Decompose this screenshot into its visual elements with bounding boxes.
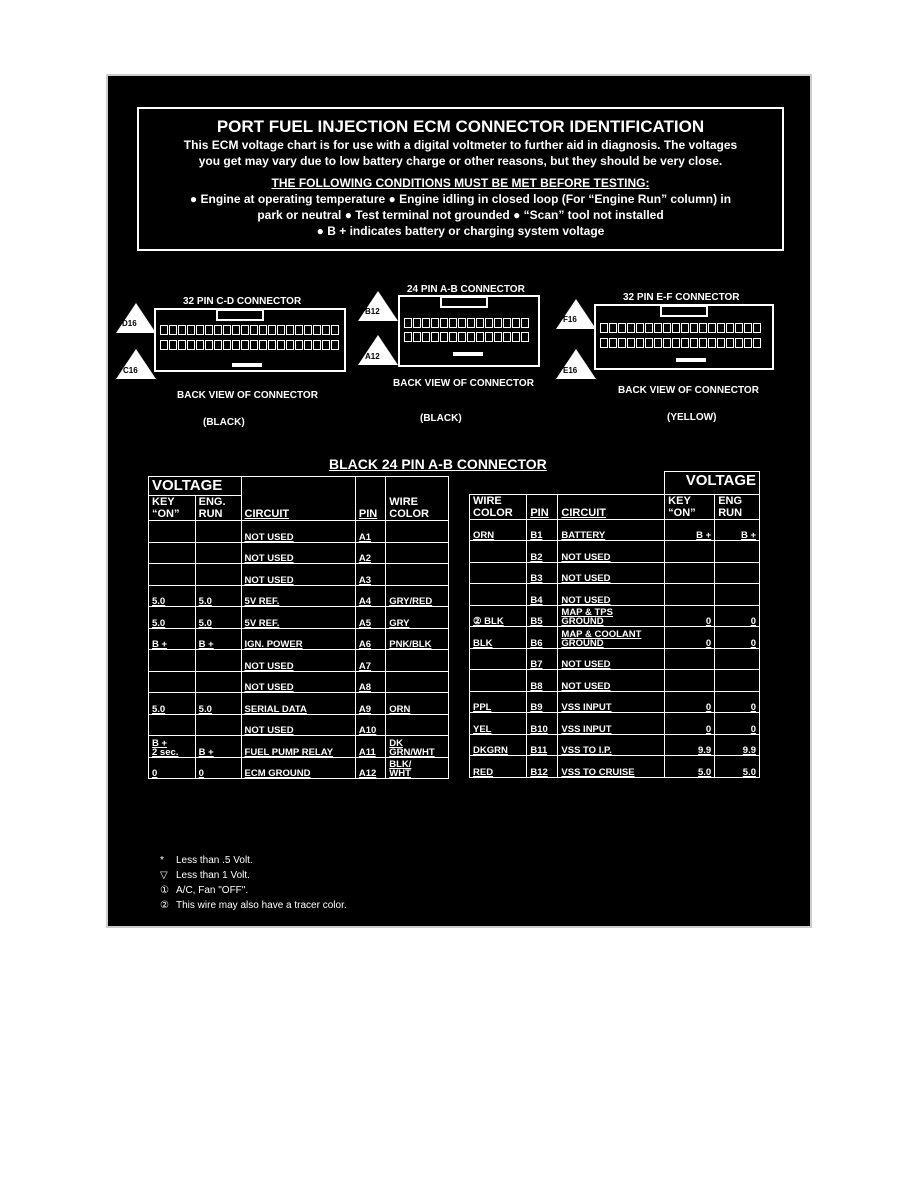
eng-run-cell [715, 584, 760, 606]
pin-row [600, 323, 761, 333]
connector-ab-color: (BLACK) [420, 413, 462, 424]
pin-cell: B12 [527, 756, 558, 778]
pin-cell: A7 [355, 650, 385, 672]
eng-run-cell: B + [195, 736, 241, 758]
wire-color-header: WIRE COLOR [470, 494, 527, 519]
wire-color-header: WIRE COLOR [386, 477, 449, 521]
pin-cell: A1 [355, 521, 385, 543]
wire-color-cell: DK GRN/WHT [386, 736, 449, 758]
eng-run-cell [195, 650, 241, 672]
circuit-cell: IGN. POWER [241, 628, 355, 650]
pin-cell: B1 [527, 519, 558, 541]
eng-run-cell: 0 [195, 757, 241, 779]
connector-key [440, 296, 488, 308]
connector-key [216, 309, 264, 321]
pin-cell: B5 [527, 605, 558, 627]
table-row [149, 671, 449, 693]
footnote: ② This wire may also have a tracer color. [160, 900, 347, 911]
pin-cell: B10 [527, 713, 558, 735]
pin-row [404, 332, 529, 342]
footnote: ① A/C, Fan "OFF". [160, 885, 249, 896]
wire-color-cell: BLK [470, 627, 527, 649]
footnote: * Less than .5 Volt. [160, 855, 253, 866]
wire-color-cell [386, 521, 449, 543]
connector-ef-bottom-tag: E16 [563, 366, 578, 375]
circuit-cell: VSS INPUT [558, 691, 665, 713]
pin-row [160, 325, 339, 335]
eng-run-cell: B + [715, 519, 760, 541]
key-on-header: KEY “ON” [665, 494, 715, 519]
key-on-cell [149, 671, 196, 693]
eng-run-cell [195, 542, 241, 564]
pin-cell: B4 [527, 584, 558, 606]
intro-line-1: This ECM voltage chart is for use with a digital voltmeter to further aid in diagnosis. The voltages [183, 138, 738, 152]
voltage-header: VOLTAGE [665, 472, 760, 495]
table-row [149, 714, 449, 736]
circuit-header: CIRCUIT [241, 477, 355, 521]
connector-key [660, 305, 708, 317]
key-on-cell: 0 [665, 691, 715, 713]
eng-run-cell: 5.0 [195, 693, 241, 715]
circuit-cell: VSS TO CRUISE [558, 756, 665, 778]
key-on-cell: B + [149, 628, 196, 650]
pin-cell: A5 [355, 607, 385, 629]
table-row [470, 627, 760, 649]
wire-color-cell [470, 562, 527, 584]
pin-row [160, 340, 339, 350]
key-on-cell [149, 521, 196, 543]
table-row [470, 605, 760, 627]
table-row [149, 521, 449, 543]
table-row [470, 734, 760, 756]
connector-cd-top-tag: D16 [122, 319, 137, 328]
table-row [149, 628, 449, 650]
wire-color-cell [470, 670, 527, 692]
circuit-cell: 5V REF. [241, 585, 355, 607]
eng-run-header: ENG. RUN [195, 496, 241, 521]
key-on-cell: 9.9 [665, 734, 715, 756]
circuit-cell: NOT USED [241, 564, 355, 586]
connector-ef-color: (YELLOW) [667, 412, 717, 423]
key-on-cell: 0 [665, 605, 715, 627]
table-row [470, 519, 760, 541]
pin-cell: A11 [355, 736, 385, 758]
eng-run-cell: 9.9 [715, 734, 760, 756]
key-on-cell: B + 2 sec. [149, 736, 196, 758]
connector-ab-bottom-tag: A12 [365, 352, 380, 361]
key-on-cell [665, 670, 715, 692]
key-on-cell [665, 562, 715, 584]
circuit-cell: MAP & COOLANT GROUND [558, 627, 665, 649]
wire-color-cell: ORN [470, 519, 527, 541]
eng-run-cell: 0 [715, 713, 760, 735]
key-on-cell [149, 714, 196, 736]
wire-color-cell: YEL [470, 713, 527, 735]
table-row [470, 648, 760, 670]
left-voltage-table [148, 476, 449, 779]
eng-run-cell [715, 648, 760, 670]
table-row [149, 736, 449, 758]
circuit-cell: NOT USED [558, 562, 665, 584]
pin-marker-triangle [116, 303, 156, 333]
wire-color-cell [386, 564, 449, 586]
connector-cd-title: 32 PIN C-D CONNECTOR [183, 296, 302, 307]
circuit-cell: NOT USED [241, 521, 355, 543]
pin-cell: B9 [527, 691, 558, 713]
circuit-cell: NOT USED [558, 541, 665, 563]
page-title: PORT FUEL INJECTION ECM CONNECTOR IDENTIFICATION [216, 117, 705, 136]
pin-header: PIN [355, 477, 385, 521]
wire-color-cell: ② BLK [470, 605, 527, 627]
table-row [470, 691, 760, 713]
key-on-cell [665, 541, 715, 563]
pin-row [404, 318, 529, 328]
conditions-heading: THE FOLLOWING CONDITIONS MUST BE MET BEFORE TESTING: [271, 176, 650, 190]
table-row [470, 562, 760, 584]
key-on-cell [149, 650, 196, 672]
eng-run-cell [715, 562, 760, 584]
table-row [470, 584, 760, 606]
eng-run-cell: 0 [715, 605, 760, 627]
table-row [470, 541, 760, 563]
circuit-cell: ECM GROUND [241, 757, 355, 779]
pin-cell: B6 [527, 627, 558, 649]
key-on-cell [665, 648, 715, 670]
key-on-header: KEY “ON” [149, 496, 196, 521]
pin-marker-triangle [556, 299, 596, 329]
condition-line-2: park or neutral ● Test terminal not grounded ● “Scan” tool not installed [257, 208, 664, 222]
eng-run-cell [195, 671, 241, 693]
wire-color-cell [386, 714, 449, 736]
circuit-header: CIRCUIT [558, 494, 665, 519]
wire-color-cell [470, 541, 527, 563]
wire-color-cell [470, 648, 527, 670]
eng-run-cell [195, 564, 241, 586]
eng-run-cell: 5.0 [715, 756, 760, 778]
eng-run-cell [195, 714, 241, 736]
table-row [149, 757, 449, 779]
connector-ef-view: BACK VIEW OF CONNECTOR [618, 385, 759, 396]
circuit-cell: NOT USED [241, 542, 355, 564]
eng-run-cell: 5.0 [195, 585, 241, 607]
wire-color-cell: PNK/BLK [386, 628, 449, 650]
pin-cell: A12 [355, 757, 385, 779]
pin-marker-triangle [358, 291, 398, 321]
pin-cell: B2 [527, 541, 558, 563]
circuit-cell: 5V REF. [241, 607, 355, 629]
table-row [149, 585, 449, 607]
voltage-header: VOLTAGE [149, 477, 242, 496]
circuit-cell: BATTERY [558, 519, 665, 541]
key-on-cell: 0 [149, 757, 196, 779]
wire-color-cell: PPL [470, 691, 527, 713]
pin-cell: B3 [527, 562, 558, 584]
key-on-cell: 5.0 [149, 607, 196, 629]
eng-run-cell: 5.0 [195, 607, 241, 629]
table-row [149, 693, 449, 715]
connector-cd-color: (BLACK) [203, 417, 245, 428]
table-row [470, 670, 760, 692]
table-row [470, 713, 760, 735]
footnote: ▽ Less than 1 Volt. [160, 870, 250, 881]
wire-color-cell [386, 671, 449, 693]
wire-color-cell [386, 542, 449, 564]
pin-cell: A8 [355, 671, 385, 693]
pin-cell: A10 [355, 714, 385, 736]
conditions-box [137, 107, 784, 251]
wire-color-cell: ORN [386, 693, 449, 715]
circuit-cell: VSS INPUT [558, 713, 665, 735]
circuit-cell: NOT USED [241, 714, 355, 736]
key-on-cell: B + [665, 519, 715, 541]
circuit-cell: SERIAL DATA [241, 693, 355, 715]
table-row [470, 756, 760, 778]
eng-run-header: ENG RUN [715, 494, 760, 519]
circuit-cell: FUEL PUMP RELAY [241, 736, 355, 758]
wire-color-cell: RED [470, 756, 527, 778]
connector-ab-view: BACK VIEW OF CONNECTOR [393, 378, 534, 389]
pin-cell: B11 [527, 734, 558, 756]
pin-cell: A4 [355, 585, 385, 607]
key-on-cell [665, 584, 715, 606]
table-row [149, 650, 449, 672]
wire-color-cell: GRY [386, 607, 449, 629]
key-on-cell: 5.0 [149, 693, 196, 715]
table-row [149, 542, 449, 564]
connector-ab-top-tag: B12 [365, 307, 380, 316]
latch-bar [676, 358, 706, 362]
pin-row [600, 338, 761, 348]
table-row [149, 607, 449, 629]
pin-cell: A2 [355, 542, 385, 564]
pin-cell: A6 [355, 628, 385, 650]
key-on-cell [149, 564, 196, 586]
eng-run-cell: 0 [715, 691, 760, 713]
wire-color-cell: BLK/ WHT [386, 757, 449, 779]
eng-run-cell: 0 [715, 627, 760, 649]
pin-cell: B7 [527, 648, 558, 670]
table-title: BLACK 24 PIN A-B CONNECTOR [329, 456, 547, 472]
latch-bar [453, 352, 483, 356]
eng-run-cell [715, 670, 760, 692]
latch-bar [232, 363, 262, 367]
connector-cd-view: BACK VIEW OF CONNECTOR [177, 390, 318, 401]
circuit-cell: NOT USED [558, 648, 665, 670]
wire-color-cell: DKGRN [470, 734, 527, 756]
connector-ef-title: 32 PIN E-F CONNECTOR [623, 292, 740, 303]
pin-header: PIN [527, 494, 558, 519]
eng-run-cell: B + [195, 628, 241, 650]
connector-cd-bottom-tag: C16 [123, 366, 138, 375]
condition-line-1: ● Engine at operating temperature ● Engine idling in closed loop (For “Engine Run” column) in [189, 192, 732, 206]
key-on-cell: 5.0 [149, 585, 196, 607]
table-row [149, 564, 449, 586]
wire-color-cell [386, 650, 449, 672]
circuit-cell: NOT USED [241, 671, 355, 693]
intro-line-2: you get may vary due to low battery charge or other reasons, but they should be very close. [198, 154, 723, 168]
eng-run-cell [195, 521, 241, 543]
key-on-cell [149, 542, 196, 564]
circuit-cell: MAP & TPS GROUND [558, 605, 665, 627]
key-on-cell: 0 [665, 627, 715, 649]
pin-cell: A9 [355, 693, 385, 715]
connector-ab-title: 24 PIN A-B CONNECTOR [407, 284, 525, 295]
connector-ef-top-tag: F16 [563, 315, 577, 324]
eng-run-cell [715, 541, 760, 563]
key-on-cell: 5.0 [665, 756, 715, 778]
right-voltage-table [469, 471, 760, 778]
circuit-cell: VSS TO I.P. [558, 734, 665, 756]
circuit-cell: NOT USED [558, 670, 665, 692]
circuit-cell: NOT USED [558, 584, 665, 606]
condition-line-3: ● B + indicates battery or charging system voltage [316, 224, 605, 238]
pin-cell: A3 [355, 564, 385, 586]
pin-cell: B8 [527, 670, 558, 692]
circuit-cell: NOT USED [241, 650, 355, 672]
key-on-cell: 0 [665, 713, 715, 735]
wire-color-cell [470, 584, 527, 606]
footnotes [160, 853, 347, 913]
wire-color-cell: GRY/RED [386, 585, 449, 607]
